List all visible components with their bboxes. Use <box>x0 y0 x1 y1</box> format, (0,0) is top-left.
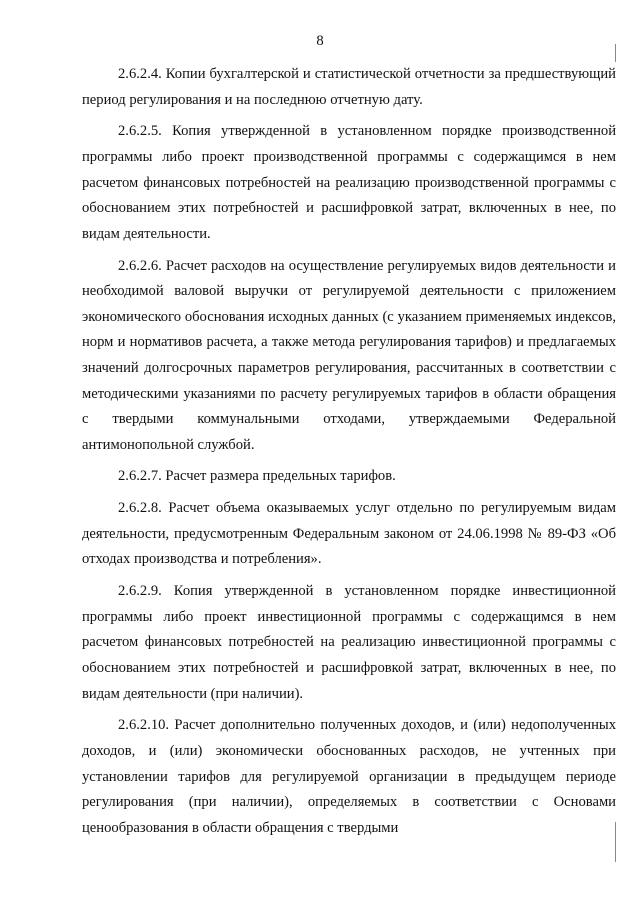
paragraph-2-6-2-7: 2.6.2.7. Расчет размера предельных тарифов. <box>118 468 396 485</box>
paragraph-2-6-2-10: 2.6.2.10. Расчет дополнительно полученных доходов, и (или) недополученных доходов, и (или) экономически обоснованных расходов, не учтенных при установлении тарифов для регулируемой организации в предыдущем периоде регулирования (при наличии), определяемых в соответствии с Основами ценообразования в области обращения с твердыми <box>82 717 616 836</box>
paragraph-2-6-2-9: 2.6.2.9. Копия утвержденной в установленном порядке инвестиционной программы либо проект инвестиционной программы с содержащимся в нем расчетом финансовых потребностей на реализацию инвестиционной программы с обоснованием этих потребностей и расшифровкой затрат, включенных в нее, по видам деятельности (при наличии). <box>82 583 616 702</box>
scan-edge-mark-bottom <box>615 822 616 862</box>
document-body <box>82 62 616 848</box>
paragraph-2-6-2-5: 2.6.2.5. Копия утвержденной в установленном порядке производственной программы либо проект производственной программы с содержащимся в нем расчетом финансовых потребностей на реализацию производственной программы с обоснованием этих потребностей и расшифровкой затрат, включенных в нее, по видам деятельности. <box>82 123 616 242</box>
paragraph-2-6-2-8: 2.6.2.8. Расчет объема оказываемых услуг отдельно по регулируемым видам деятельности, предусмотренным Федеральным законом от 24.06.1998 № 89-ФЗ «Об отходах производства и потребления». <box>82 500 616 568</box>
scan-edge-mark-top <box>615 44 616 62</box>
paragraph-2-6-2-6: 2.6.2.6. Расчет расходов на осуществление регулируемых видов деятельности и необходимой валовой выручки от регулируемой деятельности с приложением экономического обоснования исходных данных (с указанием применяемых индексов, норм и нормативов расчета, а также метода регулирования тарифов) и предлагаемых значений долгосрочных параметров регулирования, рассчитанных в соответствии с методическими указаниями по расчету регулируемых тарифов в области обращения с твердыми коммунальными отходами, утверждаемыми Федеральной антимонопольной службой. <box>82 257 616 453</box>
paragraph-2-6-2-4: 2.6.2.4. Копии бухгалтерской и статистической отчетности за предшествующий период регулирования и на последнюю отчетную дату. <box>82 66 616 108</box>
page-number: 8 <box>316 33 324 49</box>
